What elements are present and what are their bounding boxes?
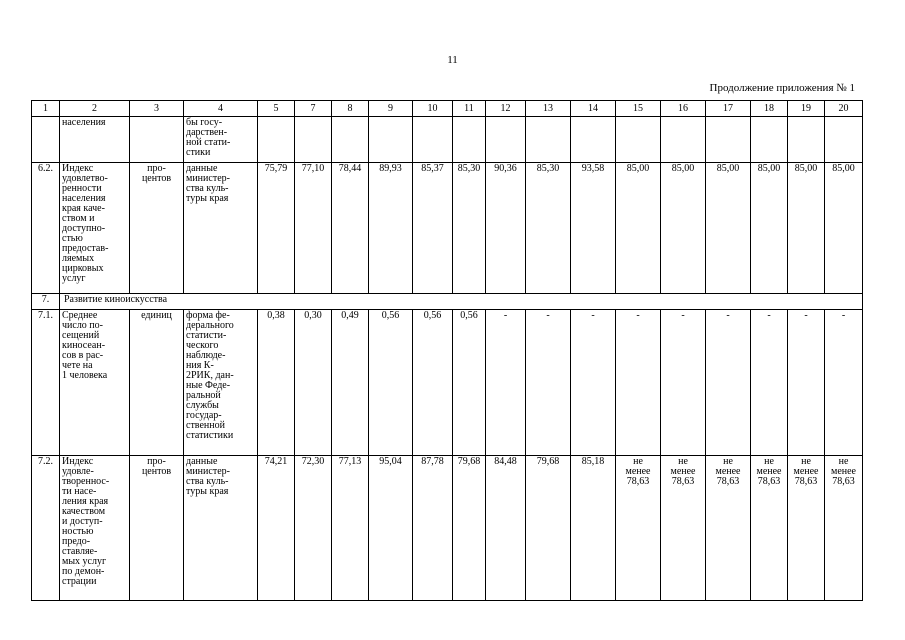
value-cell: - — [706, 310, 751, 456]
value-cell: - — [616, 310, 661, 456]
value-cell: не менее 78,63 — [661, 456, 706, 601]
column-header: 14 — [571, 101, 616, 117]
value-cell — [413, 117, 453, 163]
unit-cell: про- центов — [130, 163, 184, 294]
value-cell: не менее 78,63 — [706, 456, 751, 601]
value-cell: 0,30 — [295, 310, 332, 456]
value-cell: - — [825, 310, 863, 456]
column-header: 19 — [788, 101, 825, 117]
appendix-table — [31, 100, 863, 601]
column-header: 3 — [130, 101, 184, 117]
header-row — [32, 101, 863, 117]
source-cell: данные министер- ства куль- туры края — [184, 163, 258, 294]
value-cell: - — [526, 310, 571, 456]
value-cell — [751, 117, 788, 163]
source-cell: бы госу- дарствен- ной стати- стики — [184, 117, 258, 163]
value-cell: 85,18 — [571, 456, 616, 601]
source-cell: данные министер- ства куль- туры края — [184, 456, 258, 601]
row-number: 7.2. — [32, 456, 60, 601]
column-header: 20 — [825, 101, 863, 117]
value-cell: не менее 78,63 — [616, 456, 661, 601]
value-cell: 84,48 — [486, 456, 526, 601]
value-cell: - — [661, 310, 706, 456]
column-header: 9 — [369, 101, 413, 117]
column-header: 8 — [332, 101, 369, 117]
value-cell — [706, 117, 751, 163]
value-cell: 72,30 — [295, 456, 332, 601]
column-header: 5 — [258, 101, 295, 117]
value-cell: 95,04 — [369, 456, 413, 601]
column-header: 12 — [486, 101, 526, 117]
value-cell: 75,79 — [258, 163, 295, 294]
column-header: 16 — [661, 101, 706, 117]
value-cell: 89,93 — [369, 163, 413, 294]
value-cell: 79,68 — [453, 456, 486, 601]
column-header: 18 — [751, 101, 788, 117]
value-cell: 85,30 — [453, 163, 486, 294]
value-cell: 85,30 — [526, 163, 571, 294]
value-cell — [486, 117, 526, 163]
row-number: 7.1. — [32, 310, 60, 456]
section-row — [32, 294, 863, 310]
value-cell: 85,00 — [661, 163, 706, 294]
column-header: 17 — [706, 101, 751, 117]
value-cell: 79,68 — [526, 456, 571, 601]
indicator-name: Среднее число по- сещений киносеан- сов в рас- чете на 1 человека — [60, 310, 130, 456]
section-title: Развитие киноискусства — [60, 294, 863, 310]
value-cell — [661, 117, 706, 163]
table-row — [32, 117, 863, 163]
value-cell: - — [788, 310, 825, 456]
page-number: 11 — [447, 54, 458, 66]
value-cell — [571, 117, 616, 163]
value-cell: 90,36 — [486, 163, 526, 294]
section-number: 7. — [32, 294, 60, 310]
value-cell — [526, 117, 571, 163]
value-cell — [332, 117, 369, 163]
value-cell: 85,00 — [825, 163, 863, 294]
value-cell — [258, 117, 295, 163]
value-cell: 87,78 — [413, 456, 453, 601]
row-number: 6.2. — [32, 163, 60, 294]
value-cell: 93,58 — [571, 163, 616, 294]
indicator-name: Индекс удовле- твореннос- ти насе- ления края качеством и доступ- ностью предо- ставляе- мых услуг по демон- страции — [60, 456, 130, 601]
value-cell — [369, 117, 413, 163]
value-cell: 85,37 — [413, 163, 453, 294]
column-header: 10 — [413, 101, 453, 117]
value-cell: - — [751, 310, 788, 456]
value-cell — [616, 117, 661, 163]
value-cell: 74,21 — [258, 456, 295, 601]
value-cell: - — [571, 310, 616, 456]
indicator-name: Индекс удовлетво- ренности населения края каче- ством и доступно- стью предостав- ляемых цирковых услуг — [60, 163, 130, 294]
value-cell — [825, 117, 863, 163]
source-cell: форма фе- дерального статисти- ческого наблюде- ния К- 2РИК, дан- ные Феде- ральной службы государ- ственной статистики — [184, 310, 258, 456]
continuation-label: Продолжение приложения № 1 — [709, 82, 855, 94]
value-cell: 77,13 — [332, 456, 369, 601]
value-cell: 85,00 — [751, 163, 788, 294]
value-cell: 85,00 — [616, 163, 661, 294]
column-header: 4 — [184, 101, 258, 117]
value-cell: 85,00 — [788, 163, 825, 294]
unit-cell: про- центов — [130, 456, 184, 601]
value-cell: 0,38 — [258, 310, 295, 456]
value-cell: 78,44 — [332, 163, 369, 294]
value-cell: 77,10 — [295, 163, 332, 294]
value-cell — [788, 117, 825, 163]
column-header: 13 — [526, 101, 571, 117]
value-cell: 0,56 — [369, 310, 413, 456]
column-header: 11 — [453, 101, 486, 117]
value-cell — [295, 117, 332, 163]
column-header: 1 — [32, 101, 60, 117]
value-cell: не менее 78,63 — [751, 456, 788, 601]
row-number — [32, 117, 60, 163]
table-row — [32, 163, 863, 294]
value-cell: не менее 78,63 — [825, 456, 863, 601]
table-row — [32, 310, 863, 456]
column-header: 2 — [60, 101, 130, 117]
value-cell — [453, 117, 486, 163]
value-cell: не менее 78,63 — [788, 456, 825, 601]
value-cell: 0,49 — [332, 310, 369, 456]
unit-cell: единиц — [130, 310, 184, 456]
table-row — [32, 456, 863, 601]
value-cell: 0,56 — [453, 310, 486, 456]
value-cell: 0,56 — [413, 310, 453, 456]
indicator-name: населения — [60, 117, 130, 163]
value-cell: - — [486, 310, 526, 456]
unit-cell — [130, 117, 184, 163]
column-header: 15 — [616, 101, 661, 117]
column-header: 7 — [295, 101, 332, 117]
value-cell: 85,00 — [706, 163, 751, 294]
